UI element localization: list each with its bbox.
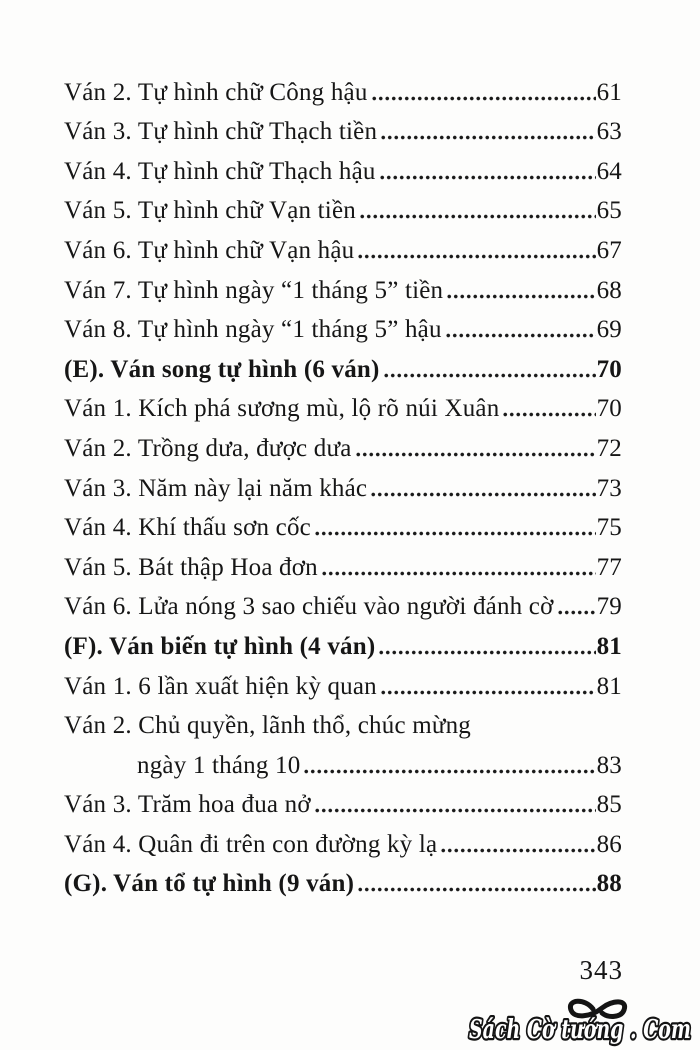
dot-leader <box>314 807 596 814</box>
entry-page-number: 61 <box>596 78 622 106</box>
entry-page-number: 77 <box>596 553 622 581</box>
entry-title: Ván 1. Kích phá sương mù, lộ rõ núi Xuân <box>64 395 500 423</box>
entry-page-number: 67 <box>596 236 622 264</box>
entry-page-number: 63 <box>596 118 622 146</box>
dot-leader <box>383 372 596 379</box>
dot-leader <box>359 213 596 220</box>
dot-leader <box>380 134 595 141</box>
toc-entry <box>64 387 622 427</box>
toc-section-header <box>64 347 622 387</box>
entry-title: Ván 2. Trồng dưa, được dưa <box>64 434 352 462</box>
entry-page-number: 70 <box>596 395 622 423</box>
toc-entry <box>64 822 622 862</box>
entry-page-number: 65 <box>596 197 622 225</box>
dot-leader <box>445 332 596 339</box>
entry-title: (E). Ván song tự hình (6 ván) <box>64 355 380 383</box>
entry-page-number: 69 <box>596 316 622 344</box>
toc-entry <box>64 743 622 783</box>
entry-page-number: 72 <box>596 434 622 462</box>
page-number: 343 <box>579 955 623 985</box>
entry-title: Ván 3. Trăm hoa đua nở <box>64 791 311 819</box>
entry-title: Ván 2. Tự hình chữ Công hậu <box>64 78 368 106</box>
entry-title: Ván 4. Tự hình chữ Thạch hậu <box>64 157 376 185</box>
entry-title: Ván 6. Tự hình chữ Vạn hậu <box>64 236 355 264</box>
dot-leader <box>378 649 595 656</box>
entry-title: Ván 4. Quân đi trên con đường kỳ lạ <box>64 830 438 858</box>
entry-title: (G). Ván tổ tự hình (9 ván) <box>64 870 355 898</box>
toc-section-header <box>64 862 622 902</box>
entry-page-number: 81 <box>596 672 622 700</box>
toc-entry <box>64 783 622 823</box>
toc-entry <box>64 189 622 229</box>
toc-entry <box>64 70 622 110</box>
dot-leader <box>321 570 596 577</box>
toc-section-header <box>64 624 622 664</box>
entry-page-number: 86 <box>596 830 622 858</box>
dot-leader <box>440 847 595 854</box>
entry-title: Ván 5. Tự hình chữ Vạn tiền <box>64 197 356 225</box>
entry-title: Ván 8. Tự hình ngày “1 tháng 5” hậu <box>64 316 442 344</box>
entry-title: Ván 3. Năm này lại năm khác <box>64 474 368 502</box>
toc-entry <box>64 426 622 466</box>
dot-leader <box>314 530 596 537</box>
entry-title: Ván 6. Lửa nóng 3 sao chiếu vào người đánh cờ <box>64 593 554 621</box>
entry-title: Ván 4. Khí thấu sơn cốc <box>64 514 311 542</box>
dot-leader <box>446 293 595 300</box>
toc-entry <box>64 228 622 268</box>
entry-page-number: 68 <box>596 276 622 304</box>
toc-entry <box>64 110 622 150</box>
toc-entry <box>64 308 622 348</box>
entry-title: (F). Ván biến tự hình (4 ván) <box>64 632 376 660</box>
dot-leader <box>502 411 595 418</box>
entry-page-number: 81 <box>596 632 622 660</box>
entry-page-number: 70 <box>596 355 622 383</box>
watermark-text: Sách Cờ tướng . Com <box>469 1015 691 1045</box>
table-of-contents <box>64 70 622 901</box>
entry-title: Ván 2. Chủ quyền, lãnh thổ, chúc mừng <box>64 712 471 740</box>
entry-title: Ván 1. 6 lần xuất hiện kỳ quan <box>64 672 377 700</box>
toc-entry <box>64 704 622 744</box>
toc-entry <box>64 545 622 585</box>
dot-leader <box>357 886 595 893</box>
dot-leader <box>357 253 595 260</box>
toc-entry <box>64 149 622 189</box>
dot-leader <box>371 95 596 102</box>
entry-page-number: 79 <box>596 593 622 621</box>
entry-page-number: 88 <box>596 870 622 898</box>
entry-title: Ván 5. Bát thập Hoa đơn <box>64 553 318 581</box>
entry-page-number: 83 <box>596 751 622 779</box>
entry-title: ngày 1 tháng 10 <box>137 751 301 779</box>
dot-leader <box>379 174 596 181</box>
toc-entry <box>64 664 622 704</box>
dot-leader <box>303 768 595 775</box>
entry-title: Ván 3. Tự hình chữ Thạch tiền <box>64 118 378 146</box>
toc-entry <box>64 466 622 506</box>
entry-page-number: 73 <box>596 474 622 502</box>
watermark-logo <box>465 996 695 1050</box>
toc-entry <box>64 268 622 308</box>
toc-entry <box>64 506 622 546</box>
dot-leader <box>380 689 596 696</box>
dot-leader <box>355 451 596 458</box>
toc-entry <box>64 585 622 625</box>
dot-leader <box>557 609 596 616</box>
entry-title: Ván 7. Tự hình ngày “1 tháng 5” tiền <box>64 276 444 304</box>
entry-page-number: 85 <box>596 791 622 819</box>
entry-page-number: 64 <box>596 157 622 185</box>
entry-page-number: 75 <box>596 514 622 542</box>
dot-leader <box>370 491 595 498</box>
